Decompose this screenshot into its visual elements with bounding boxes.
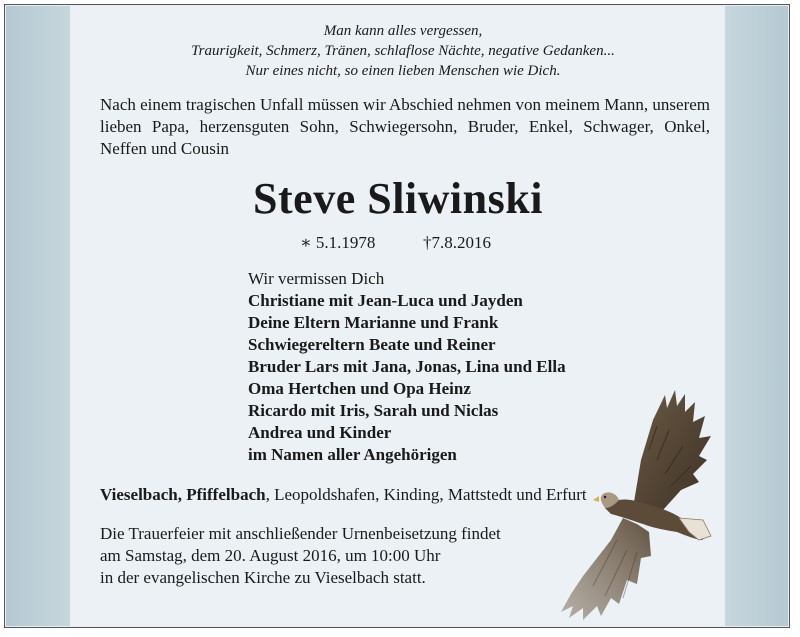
service-line: Die Trauerfeier mit anschließender Urnenbeisetzung findet [100, 524, 501, 543]
mourner-line: im Namen aller Angehörigen [248, 445, 457, 464]
cross-icon: † [423, 233, 432, 252]
service-info [100, 523, 501, 589]
mourner-line: Deine Eltern Marianne und Frank [248, 313, 499, 332]
mourner-line: Andrea und Kinder [248, 423, 392, 442]
service-line: in der evangelischen Kirche zu Vieselbach statt. [100, 568, 426, 587]
mourner-line: Christiane mit Jean-Luca und Jayden [248, 291, 523, 310]
poem-line: Nur eines nicht, so einen lieben Menschen wie Dich. [245, 63, 561, 79]
mourner-line: Bruder Lars mit Jana, Jonas, Lina und Ella [248, 357, 566, 376]
mourner-line: Ricardo mit Iris, Sarah und Niclas [248, 401, 499, 420]
deceased-name: Steve Sliwinski [253, 174, 543, 223]
mourner-line: Schwiegereltern Beate und Reiner [248, 335, 496, 354]
eagle-lower-wing [561, 518, 651, 620]
mourners-list [248, 268, 566, 466]
death-date-value: 7.8.2016 [431, 233, 491, 252]
right-side-panel [725, 6, 788, 626]
birth-date-value: 5.1.1978 [315, 233, 376, 252]
places-bold: Vieselbach, Pfiffelbach [100, 485, 266, 504]
poem-line: Man kann alles vergessen, [323, 23, 483, 39]
mourner-line: Oma Hertchen und Opa Heinz [248, 379, 471, 398]
left-side-panel [6, 6, 70, 626]
poem-line: Traurigkeit, Schmerz, Tränen, schlaflose Nächte, negative Gedanken... [191, 43, 615, 59]
places-rest: , Leopoldshafen, Kinding, Mattstedt und Erfurt [265, 485, 587, 504]
eagle-illustration [553, 390, 713, 620]
death-date [423, 232, 491, 254]
intro-text: Nach einem tragischen Unfall müssen wir Abschied nehmen von meinem Mann, unserem lieben Papa, herzensguten Sohn, Schwiegersohn, Bruder, Enkel, Schwager, Onkel, Neffen und Cousin [100, 95, 710, 158]
service-line: am Samstag, dem 20. August 2016, um 10:00 Uhr [100, 546, 441, 565]
places [100, 484, 587, 506]
birth-symbol: ∗ [300, 233, 312, 252]
eagle-upper-wing [633, 390, 711, 510]
obituary-card [4, 4, 790, 628]
mourners-intro: Wir vermissen Dich [248, 269, 385, 288]
poem [93, 21, 713, 81]
birth-date [300, 232, 375, 254]
